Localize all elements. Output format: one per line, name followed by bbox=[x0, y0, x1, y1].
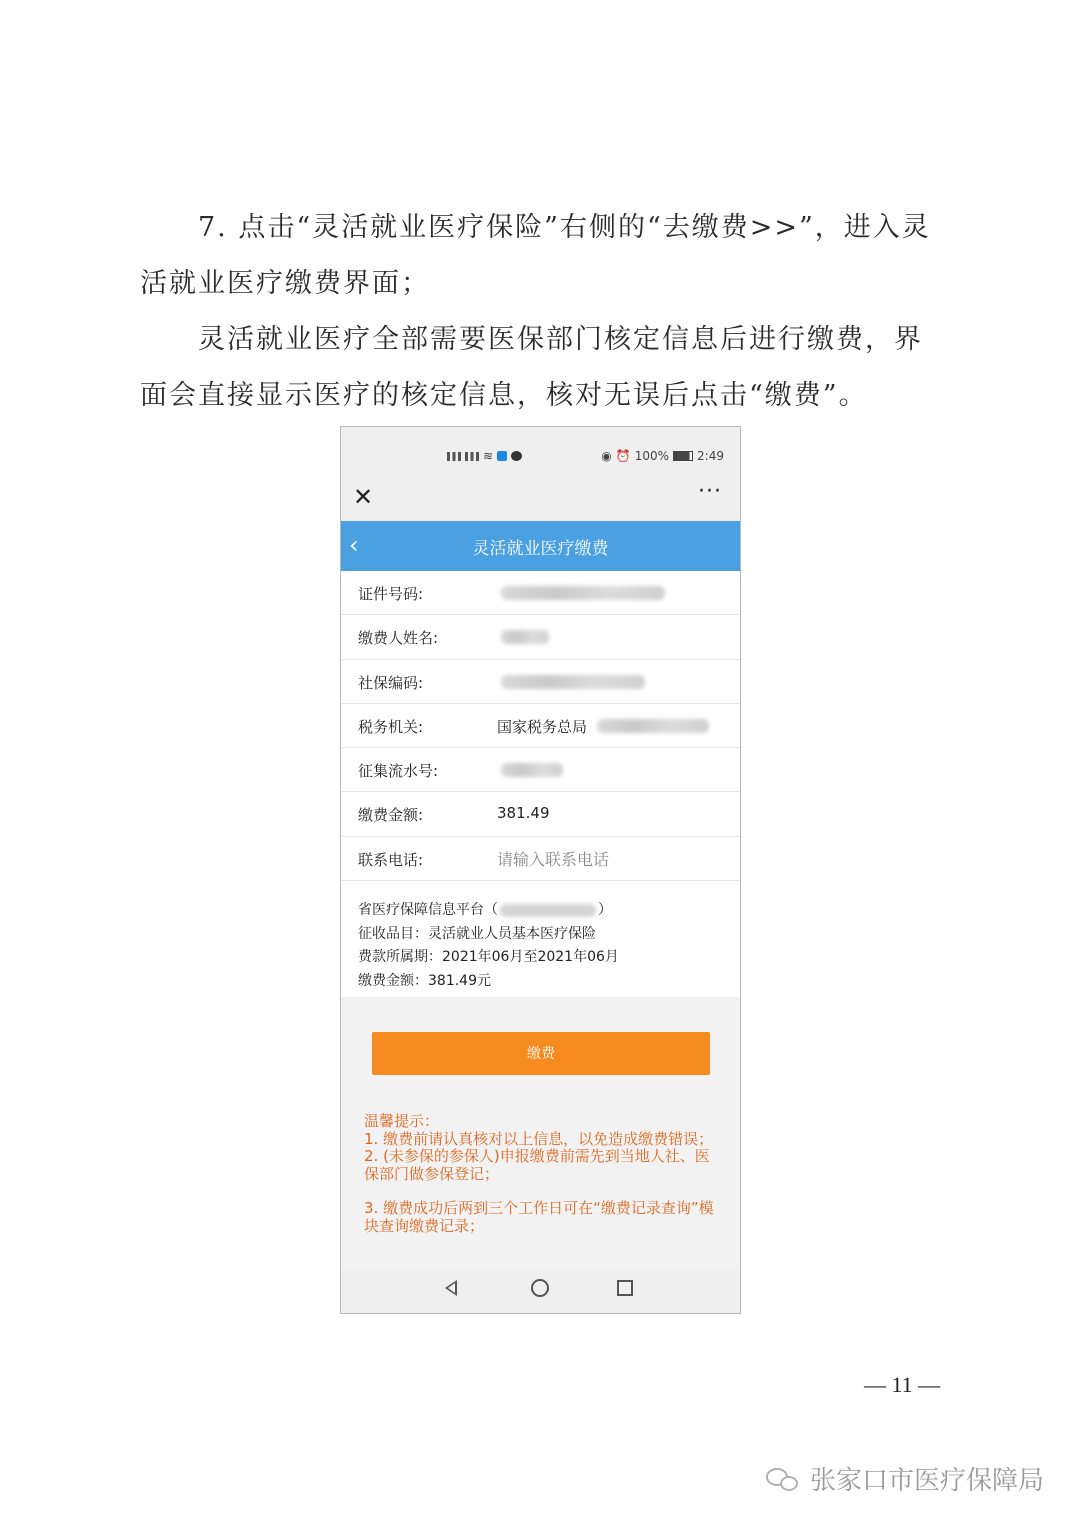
platform-prefix: 省医疗保障信息平台（ bbox=[358, 902, 498, 918]
redacted-tax-authority bbox=[597, 719, 709, 733]
close-icon[interactable]: ✕ bbox=[353, 483, 374, 511]
form-row-serial bbox=[341, 748, 740, 792]
tip-2: 2. (未参保的参保人)申报缴费前需先到当地人社、医保部门做参保登记； bbox=[364, 1147, 710, 1183]
item-line: 征收品目：灵活就业人员基本医疗保险 bbox=[358, 925, 596, 942]
tips-title: 温馨提示： bbox=[364, 1112, 440, 1130]
instruction-step-7: 7. 点击“灵活就业医疗保险”右侧的“去缴费>>”，进入灵活就业医疗缴费界面； bbox=[140, 212, 931, 299]
tax-authority-label: 税务机关: bbox=[358, 717, 424, 736]
signal-icon bbox=[447, 452, 461, 461]
battery-icon bbox=[673, 451, 693, 461]
redacted-payer-name bbox=[501, 630, 549, 644]
amount-line: 缴费金额：381.49元 bbox=[358, 972, 491, 989]
wechat-icon bbox=[766, 1466, 802, 1492]
warm-tips bbox=[364, 1113, 718, 1235]
form-row-id bbox=[341, 571, 740, 615]
battery-percent: 100% bbox=[634, 449, 670, 463]
redacted-serial-number bbox=[501, 763, 563, 777]
form-row-name bbox=[341, 615, 740, 659]
pay-button[interactable]: 缴费 bbox=[372, 1032, 710, 1075]
period-line: 费款所属期：2021年06月至2021年06月 bbox=[358, 949, 619, 965]
serial-number-label: 征集流水号: bbox=[358, 762, 439, 781]
platform-line bbox=[358, 899, 740, 923]
phone-input[interactable]: 请输入联系电话 bbox=[497, 849, 610, 869]
form-row-tax bbox=[341, 704, 740, 748]
more-icon[interactable]: ··· bbox=[698, 479, 722, 504]
nav-recent-apps-icon[interactable] bbox=[617, 1280, 633, 1296]
page-number: — 11 — bbox=[864, 1372, 941, 1397]
redacted-id-number bbox=[501, 586, 665, 600]
watermark-text: 张家口市医疗保障局 bbox=[809, 1466, 1044, 1496]
instruction-note: 灵活就业医疗全部需要医保部门核定信息后进行缴费，界面会直接显示医疗的核定信息，核对无误后点击“缴费”。 bbox=[140, 324, 923, 411]
android-nav-bar bbox=[341, 1269, 740, 1313]
title-bar bbox=[341, 521, 740, 571]
platform-suffix: ） bbox=[598, 902, 612, 918]
phone-label: 联系电话: bbox=[358, 850, 424, 869]
status-icons-left bbox=[447, 449, 522, 463]
tip-3: 3. 缴费成功后两到三个工作日可在“缴费记录查询”模块查询缴费记录； bbox=[364, 1199, 714, 1235]
status-bar bbox=[341, 427, 740, 475]
signal-icon-2 bbox=[465, 452, 479, 461]
tax-authority-value: 国家税务总局 bbox=[497, 717, 588, 736]
payment-info-block bbox=[341, 881, 740, 997]
redacted-platform bbox=[500, 904, 596, 917]
form-row-phone bbox=[341, 837, 740, 881]
alarm-icon: ⏰ bbox=[615, 449, 631, 463]
webview-top-bar bbox=[341, 475, 740, 521]
nav-home-icon[interactable] bbox=[531, 1279, 549, 1297]
form-row-amount bbox=[341, 792, 740, 836]
back-arrow-icon[interactable]: ‹ bbox=[349, 531, 359, 559]
status-icons-right bbox=[601, 449, 724, 463]
nav-back-icon[interactable] bbox=[445, 1280, 457, 1296]
chat-icon bbox=[511, 451, 522, 461]
redacted-social-security bbox=[501, 675, 645, 689]
social-security-label: 社保编码: bbox=[358, 673, 424, 692]
amount-label: 缴费金额: bbox=[358, 806, 424, 825]
payer-name-label: 缴费人姓名: bbox=[358, 629, 439, 648]
payment-form bbox=[341, 571, 740, 881]
page-title: 灵活就业医疗缴费 bbox=[472, 539, 609, 559]
watermark bbox=[766, 1460, 1044, 1497]
tip-1: 1. 缴费前请认真核对以上信息，以免造成缴费错误； bbox=[364, 1129, 714, 1148]
phone-screenshot bbox=[340, 426, 741, 1314]
clock-time: 2:49 bbox=[697, 449, 724, 463]
app-notification-icon bbox=[497, 451, 507, 461]
eye-icon: ◉ bbox=[601, 449, 612, 463]
amount-value: 381.49 bbox=[497, 804, 550, 823]
id-number-label: 证件号码: bbox=[358, 585, 424, 603]
form-row-ssn bbox=[341, 660, 740, 704]
wifi-icon: ≋ bbox=[483, 449, 494, 463]
